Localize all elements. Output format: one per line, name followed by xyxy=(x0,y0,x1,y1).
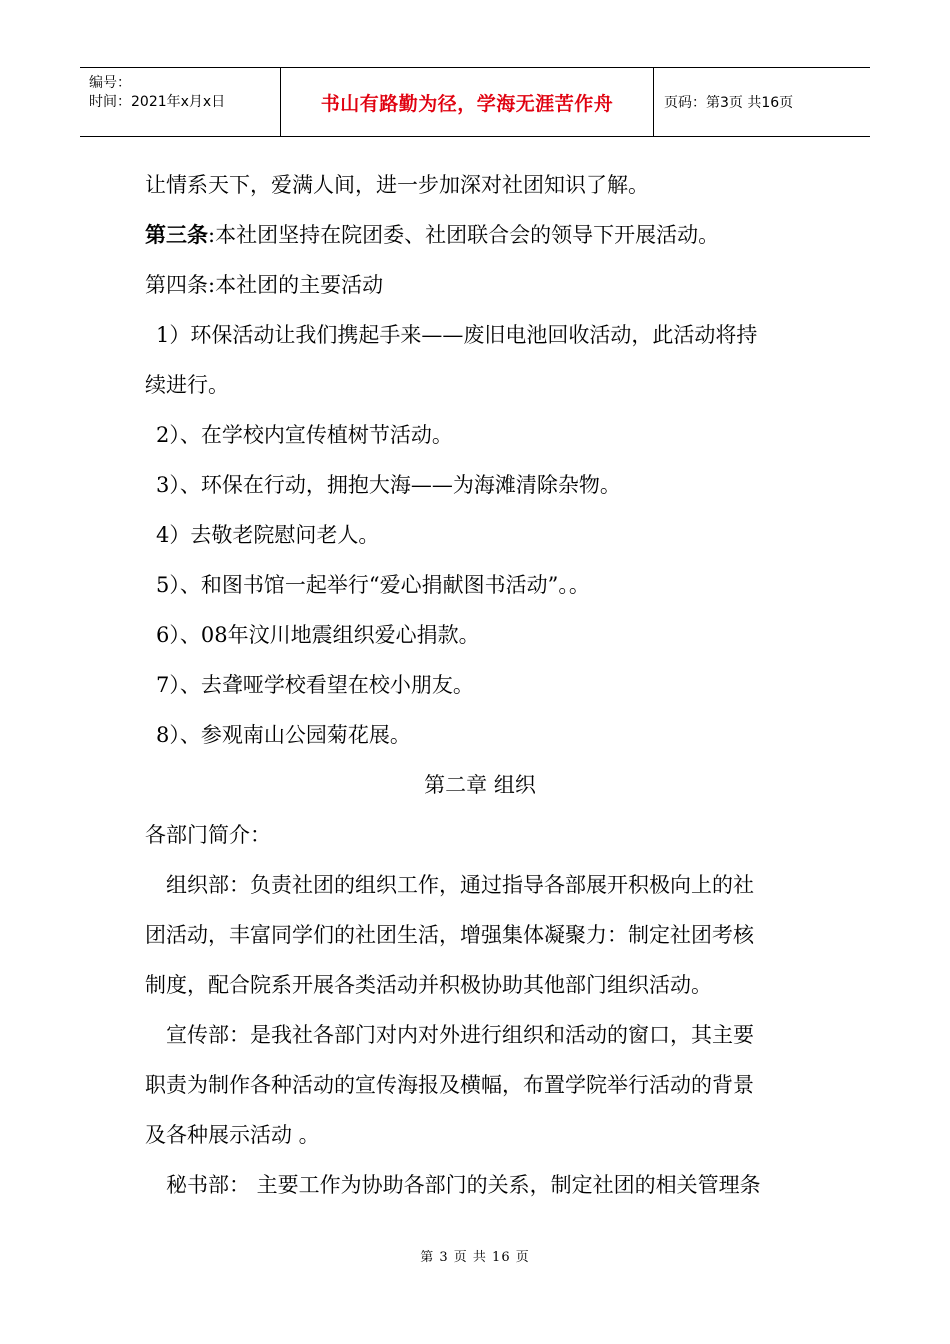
pub-dept-line-1: 宣传部：是我社各部门对内对外进行组织和活动的窗口，其主要 xyxy=(166,1023,754,1047)
activity-item-1-cont: 续进行。 xyxy=(145,373,229,397)
pub-dept-line-2: 职责为制作各种活动的宣传海报及横幅，布置学院举行活动的背景 xyxy=(145,1073,754,1097)
pub-dept-line-3: 及各种展示活动 。 xyxy=(145,1123,320,1147)
org-dept-line-1: 组织部：负责社团的组织工作，通过指导各部展开积极向上的社 xyxy=(166,873,754,897)
article-3-text: :本社团坚持在院团委、社团联合会的领导下开展活动。 xyxy=(208,223,720,247)
header-page-info xyxy=(654,68,870,136)
footer-page-number: 第 3 页 共 16 页 xyxy=(420,1250,530,1265)
org-dept-line-3: 制度，配合院系开展各类活动并积极协助其他部门组织活动。 xyxy=(145,973,712,997)
document-body xyxy=(145,160,815,1210)
activity-item-8: 8）、参观南山公园菊花展。 xyxy=(156,723,411,747)
activity-item-4: 4）去敬老院慰问老人。 xyxy=(156,523,380,547)
page-info-text: 页码：第3页 共16页 xyxy=(664,95,794,111)
org-dept-line-2: 团活动，丰富同学们的社团生活，增强集体凝聚力：制定社团考核 xyxy=(145,923,754,947)
header-meta xyxy=(80,68,281,136)
time-label: 时间：2021年x月x日 xyxy=(89,94,226,110)
page-footer xyxy=(0,1246,950,1265)
article-4: 第四条:本社团的主要活动 xyxy=(145,273,384,297)
dept-intro-heading: 各部门简介： xyxy=(145,823,271,847)
activity-item-3: 3）、环保在行动，拥抱大海——为海滩清除杂物。 xyxy=(156,473,621,497)
header-motto-cell xyxy=(281,68,654,136)
header-motto: 书山有路勤为径，学海无涯苦作舟 xyxy=(320,92,614,115)
activity-item-2: 2）、在学校内宣传植树节活动。 xyxy=(156,423,453,447)
activity-item-5: 5）、和图书馆一起举行“爱心捐献图书活动”。。 xyxy=(156,573,590,597)
activity-item-1: 1）环保活动让我们携起手来——废旧电池回收活动，此活动将持 xyxy=(156,323,758,347)
article-3-title: 第三条 xyxy=(145,222,208,247)
paragraph-line: 让情系天下，爱满人间，进一步加深对社团知识了解。 xyxy=(145,173,649,197)
activity-item-7: 7）、去聋哑学校看望在校小朋友。 xyxy=(156,673,474,697)
sec-dept-line-1: 秘书部： 主要工作为协助各部门的关系，制定社团的相关管理条 xyxy=(166,1173,761,1197)
activity-item-6: 6）、08年汶川地震组织爱心捐款。 xyxy=(156,623,480,647)
document-header xyxy=(80,67,870,137)
chapter-heading: 第二章 组织 xyxy=(424,773,536,797)
article-3 xyxy=(145,210,815,260)
number-label: 编号： xyxy=(89,75,131,91)
